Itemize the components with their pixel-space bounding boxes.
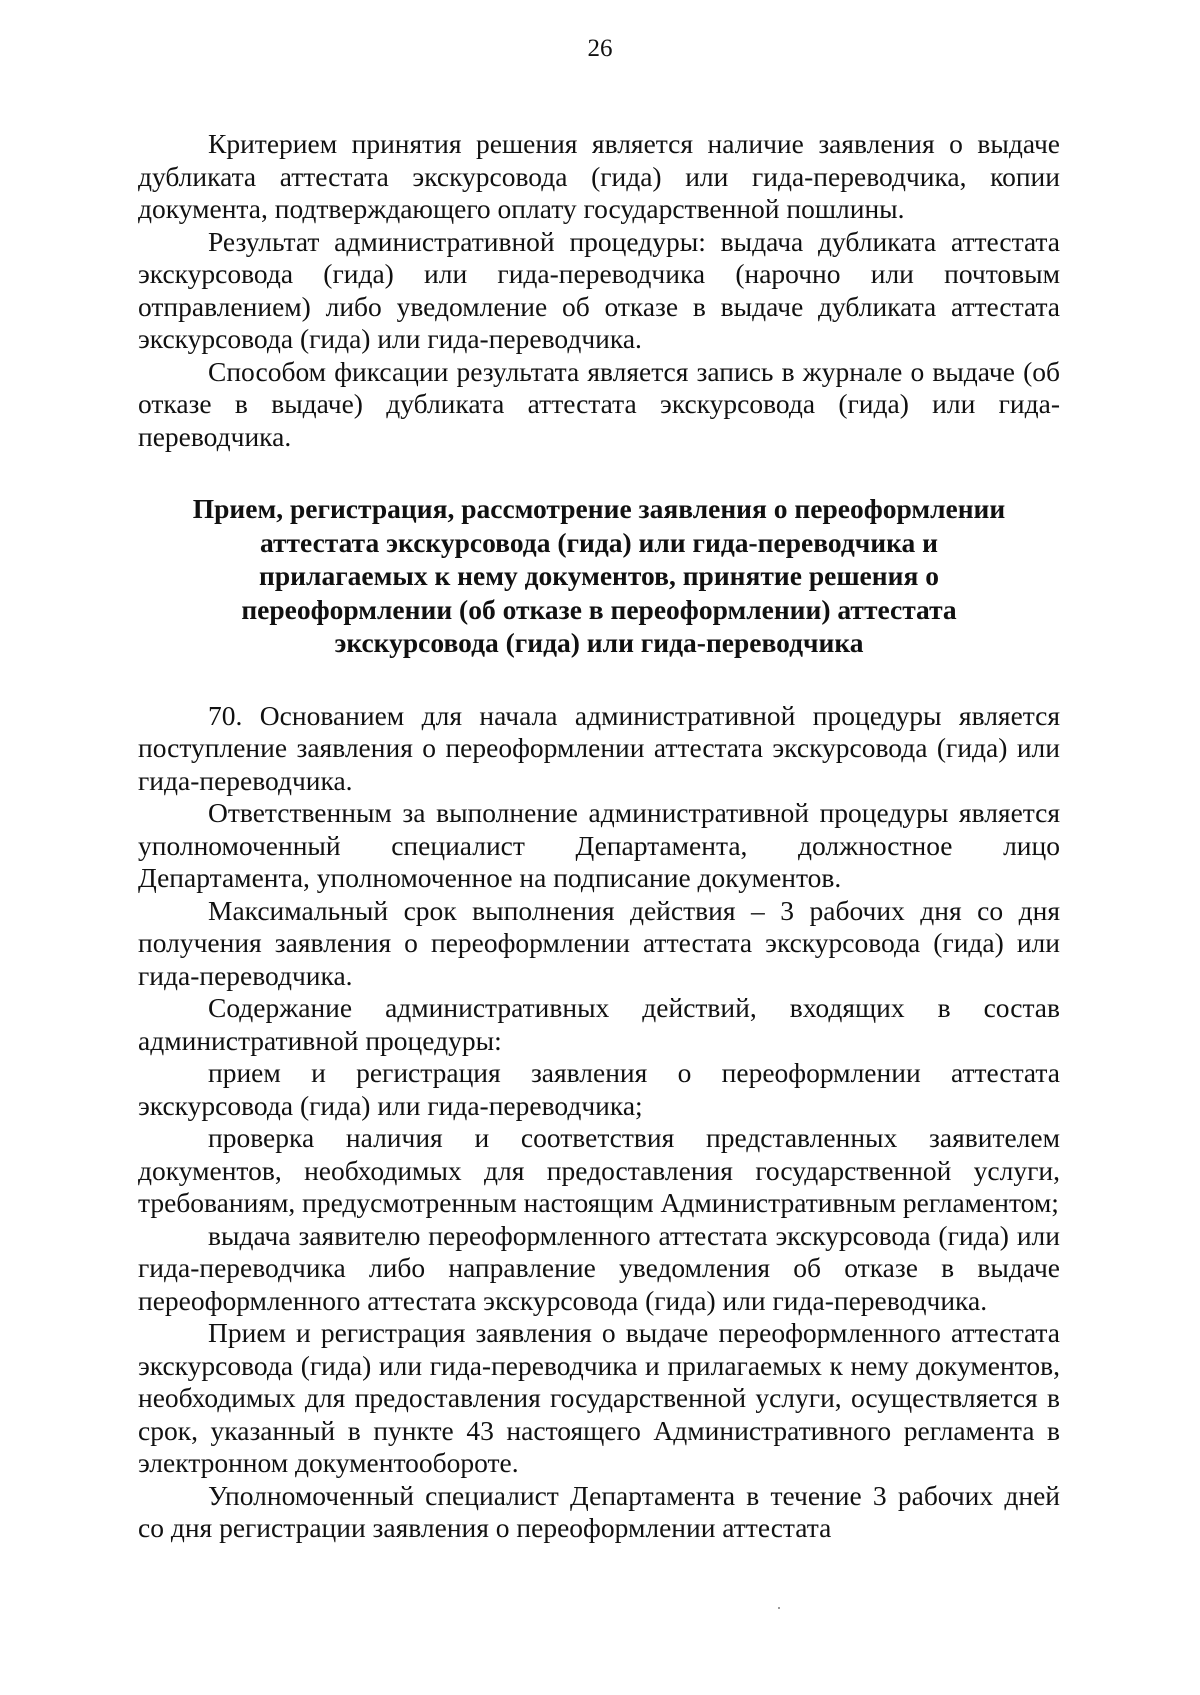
spacer (138, 660, 1060, 700)
document-body (138, 128, 1060, 1545)
scan-speck (778, 1607, 780, 1609)
list-item-reception: прием и регистрация заявления о переоформлении аттестата экскурсовода (гида) или гида-переводчика; (138, 1057, 1060, 1121)
paragraph-max-term: Максимальный срок выполнения действия – 3 рабочих дня со дня получения заявления о переоформлении аттестата экскурсовода (гида) или гида-переводчика. (138, 894, 1060, 991)
paragraph-content-intro: Содержание административных действий, входящих в состав административной процедуры: (138, 992, 1060, 1056)
page-number: 26 (587, 35, 613, 62)
spacer (138, 453, 1060, 492)
paragraph-procedure-result: Результат административной процедуры: выдача дубликата аттестата экскурсовода (гида) или гида-переводчика (нарочно или почтовым отправлением) либо уведомление об отказе в выдаче дубликата аттестата экскурсовода (гида) или гида-переводчика. (138, 225, 1060, 354)
paragraph-registration-term: Прием и регистрация заявления о выдаче переоформленного аттестата экскурсовода (гида) или гида-переводчика и прилагаемых к нему документов, необходимых для предоставления государственной услуги, осуществляется в срок, указанный в пункте 43 настоящего Административного регламента в электронном документообороте. (138, 1317, 1060, 1478)
paragraph-70-basis: 70. Основанием для начала административной процедуры является поступление заявления о переоформлении аттестата экскурсовода (гида) или гида-переводчика. (138, 699, 1060, 796)
section-heading: Прием, регистрация, рассмотрение заявления о переоформлении аттестата экскурсовода (гида) или гида-переводчика и прилагаемых к нему документов, принятие решения о переоформлении (об отказе в переоформлении) аттестата экскурсовода (гида) или гида-переводчика (192, 493, 1006, 658)
paragraph-responsible: Ответственным за выполнение административной процедуры является уполномоченный специалист Департамента, должностное лицо Департамента, уполномоченное на подписание документов. (138, 797, 1060, 893)
paragraph-result-fixation: Способом фиксации результата является запись в журнале о выдаче (об отказе в выдаче) дубликата аттестата экскурсовода (гида) или гида-переводчика. (138, 355, 1060, 452)
list-item-verification: проверка наличия и соответствия представленных заявителем документов, необходимых для предоставления государственной услуги, требованиям, предусмотренным настоящим Административным регламентом; (138, 1122, 1060, 1218)
list-item-issuance: выдача заявителю переоформленного аттестата экскурсовода (гида) или гида-переводчика либо направление уведомления об отказе в выдаче переоформленного аттестата экскурсовода (гида) или гида-переводчика. (138, 1219, 1060, 1316)
paragraph-decision-criterion: Критерием принятия решения является наличие заявления о выдаче дубликата аттестата экскурсовода (гида) или гида-переводчика, копии документа, подтверждающего оплату государственной пошлины. (138, 128, 1060, 224)
paragraph-specialist-action: Уполномоченный специалист Департамента в течение 3 рабочих дней со дня регистрации заявления о переоформлении аттестата (138, 1479, 1060, 1543)
